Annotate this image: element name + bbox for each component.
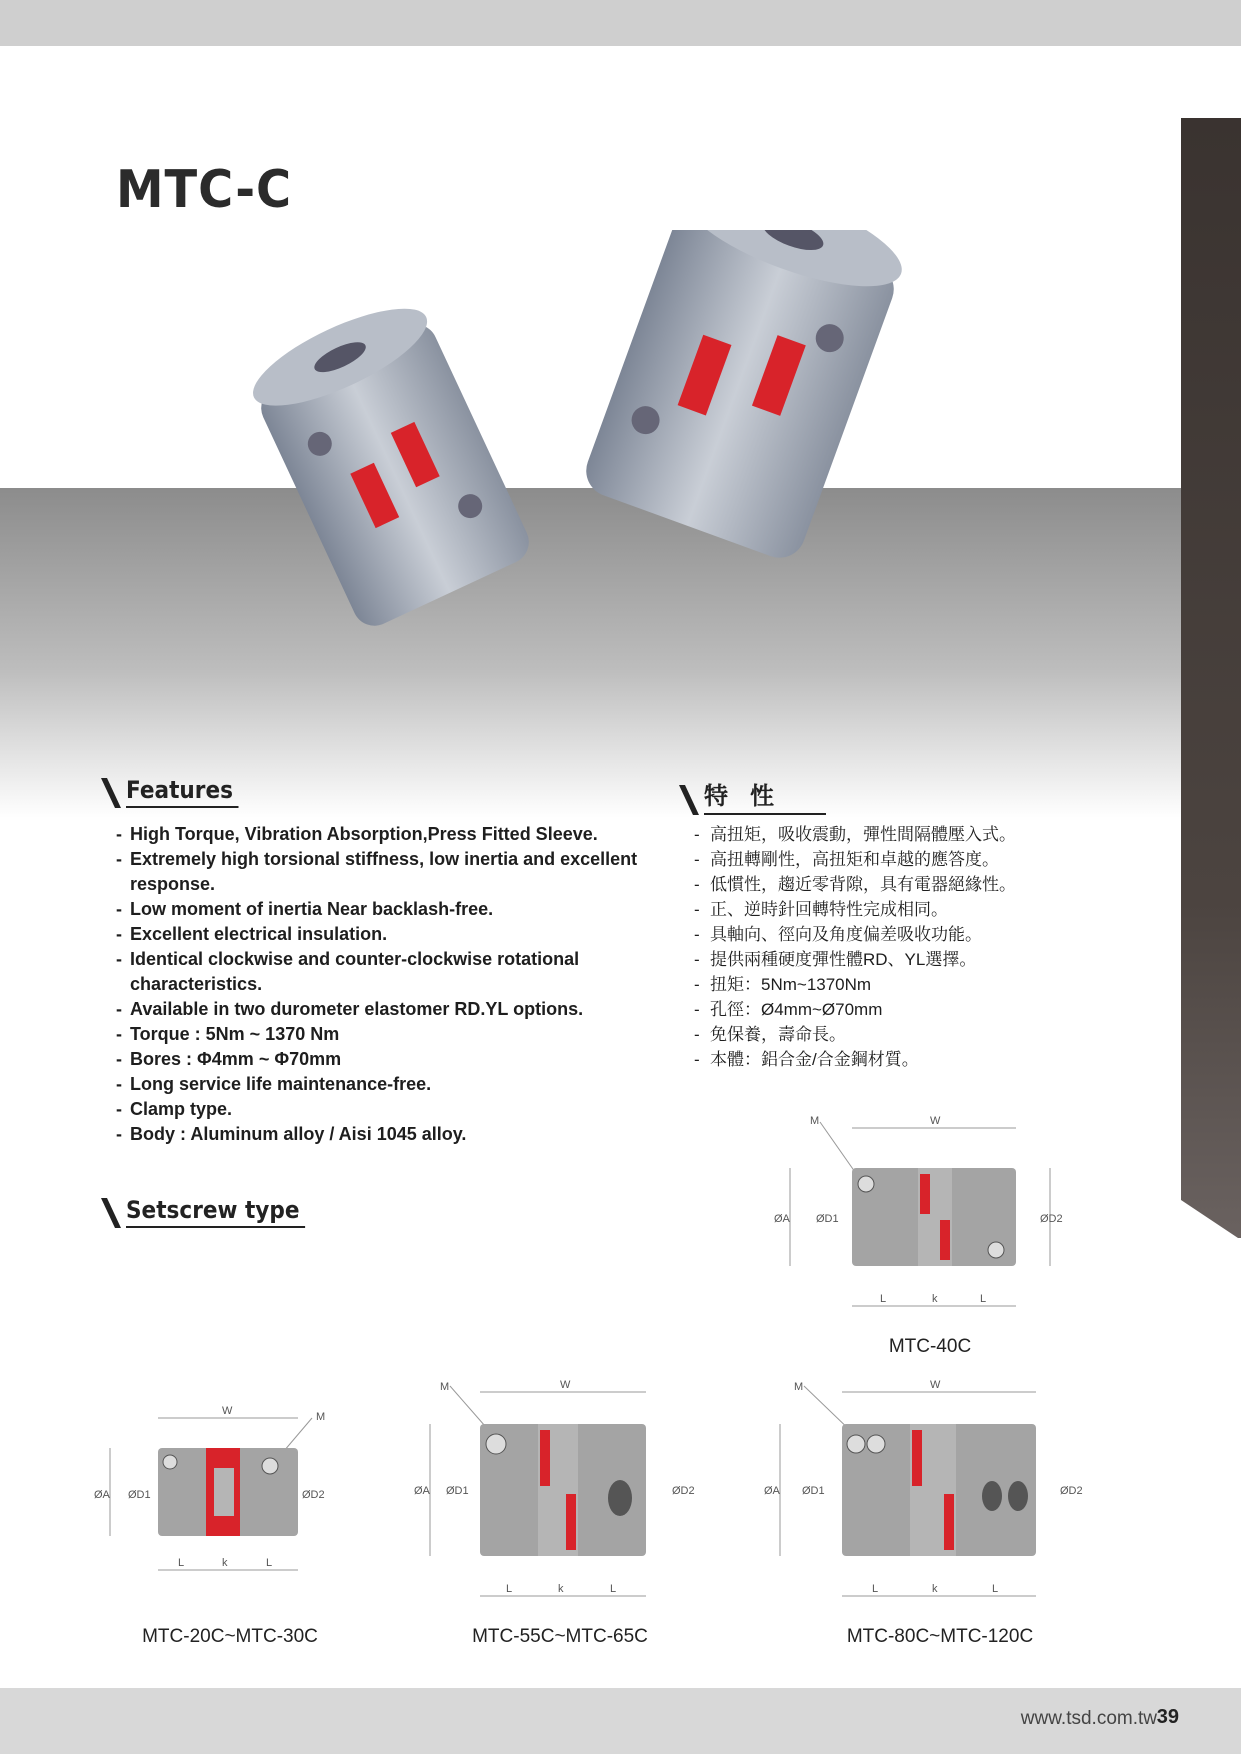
feature-item: - Low moment of inertia Near backlash-free. (116, 897, 656, 922)
dim-l-left: L (872, 1583, 879, 1595)
dim-l-left: L (506, 1583, 513, 1595)
dim-m: M (440, 1381, 450, 1393)
footer-url[interactable]: www.tsd.com.tw (1020, 1708, 1157, 1729)
caption-mtc-20c: MTC-20C~MTC-30C (142, 1626, 318, 1647)
feature-zh-item: - 提供兩種硬度彈性體RD、YL選擇。 (694, 947, 1114, 972)
dim-a: ØA (94, 1489, 110, 1501)
dim-d2: ØD2 (1040, 1213, 1063, 1225)
feature-item: - Bores : Φ4mm ~ Φ70mm (116, 1047, 656, 1072)
dim-k: k (222, 1557, 228, 1569)
setscrew-heading-text: Setscrew type (126, 1196, 305, 1228)
dim-l-right: L (992, 1583, 999, 1595)
features-list (116, 822, 656, 1147)
dim-d1: ØD1 (816, 1213, 839, 1225)
features-zh-heading-text: 特性 (704, 776, 826, 815)
mtc-80c-diagram (760, 1370, 1090, 1610)
dim-l-left: L (880, 1293, 887, 1305)
dim-l-right: L (266, 1557, 273, 1569)
feature-zh-item: - 高扭矩，吸收震動，彈性間隔體壓入式。 (694, 822, 1114, 847)
feature-zh-item: - 正、逆時針回轉特性完成相同。 (694, 897, 1114, 922)
feature-zh-item: - 高扭轉剛性，高扭矩和卓越的應答度。 (694, 847, 1114, 872)
feature-zh-item: - 扭矩：5Nm~1370Nm (694, 972, 1114, 997)
caption-mtc-55c: MTC-55C~MTC-65C (472, 1626, 648, 1647)
dim-d2: ØD2 (1060, 1485, 1083, 1497)
dim-w: W (930, 1115, 941, 1127)
mtc-40c-diagram (770, 1108, 1070, 1318)
dim-a: ØA (414, 1485, 430, 1497)
side-tab (1181, 118, 1241, 1238)
features-heading-text: Features (126, 776, 238, 808)
dim-m: M (316, 1411, 326, 1423)
dim-d1: ØD1 (128, 1489, 151, 1501)
dim-m: M (810, 1115, 820, 1127)
dim-d2: ØD2 (302, 1489, 325, 1501)
page-number: 39 (1156, 1706, 1179, 1728)
dim-d2: ØD2 (672, 1485, 695, 1497)
page-title: MTC-C (116, 160, 293, 220)
mtc-55c-diagram (410, 1370, 700, 1610)
caption-mtc-80c: MTC-80C~MTC-120C (846, 1626, 1034, 1647)
caption-mtc-40c: MTC-40C (888, 1336, 972, 1357)
feature-zh-item: - 本體：鋁合金/合金鋼材質。 (694, 1047, 1114, 1072)
side-tab-cut (1181, 1200, 1241, 1240)
dim-k: k (558, 1583, 564, 1595)
dim-k: k (932, 1583, 938, 1595)
feature-item: - Identical clockwise and counter-clockwise rotational characteristics. (116, 947, 656, 997)
feature-item: - Excellent electrical insulation. (116, 922, 656, 947)
setscrew-heading (108, 1196, 325, 1228)
features-heading (108, 776, 251, 808)
dim-k: k (932, 1293, 938, 1305)
feature-item: - Available in two durometer elastomer RD.YL options. (116, 997, 656, 1022)
dim-w: W (560, 1379, 571, 1391)
feature-item: - Body : Aluminum alloy / Aisi 1045 alloy. (116, 1122, 656, 1147)
dim-w: W (930, 1379, 941, 1391)
dim-l-right: L (980, 1293, 987, 1305)
feature-item: - Clamp type. (116, 1097, 656, 1122)
dim-l-right: L (610, 1583, 617, 1595)
dim-a: ØA (774, 1213, 790, 1225)
feature-zh-item: - 免保養，壽命長。 (694, 1022, 1114, 1047)
feature-item: - High Torque, Vibration Absorption,Press Fitted Sleeve. (116, 822, 656, 847)
features-zh-list (694, 822, 1114, 1072)
dim-m: M (794, 1381, 804, 1393)
dim-a: ØA (764, 1485, 780, 1497)
feature-zh-item: - 孔徑：Ø4mm~Ø70mm (694, 997, 1114, 1022)
feature-item: - Extremely high torsional stiffness, low inertia and excellent response. (116, 847, 656, 897)
dim-d1: ØD1 (802, 1485, 825, 1497)
features-zh-heading (686, 776, 826, 815)
feature-item: - Torque : 5Nm ~ 1370 Nm (116, 1022, 656, 1047)
heading-slash (101, 1198, 121, 1228)
mtc-20c-diagram (90, 1398, 350, 1578)
dim-w: W (222, 1405, 233, 1417)
feature-zh-item: - 具軸向、徑向及角度偏差吸收功能。 (694, 922, 1114, 947)
dim-d1: ØD1 (446, 1485, 469, 1497)
feature-zh-item: - 低慣性，趨近零背隙，具有電器絕緣性。 (694, 872, 1114, 897)
dim-l-left: L (178, 1557, 185, 1569)
top-bar (0, 0, 1241, 46)
feature-item: - Long service life maintenance-free. (116, 1072, 656, 1097)
product-photo (0, 230, 1181, 690)
